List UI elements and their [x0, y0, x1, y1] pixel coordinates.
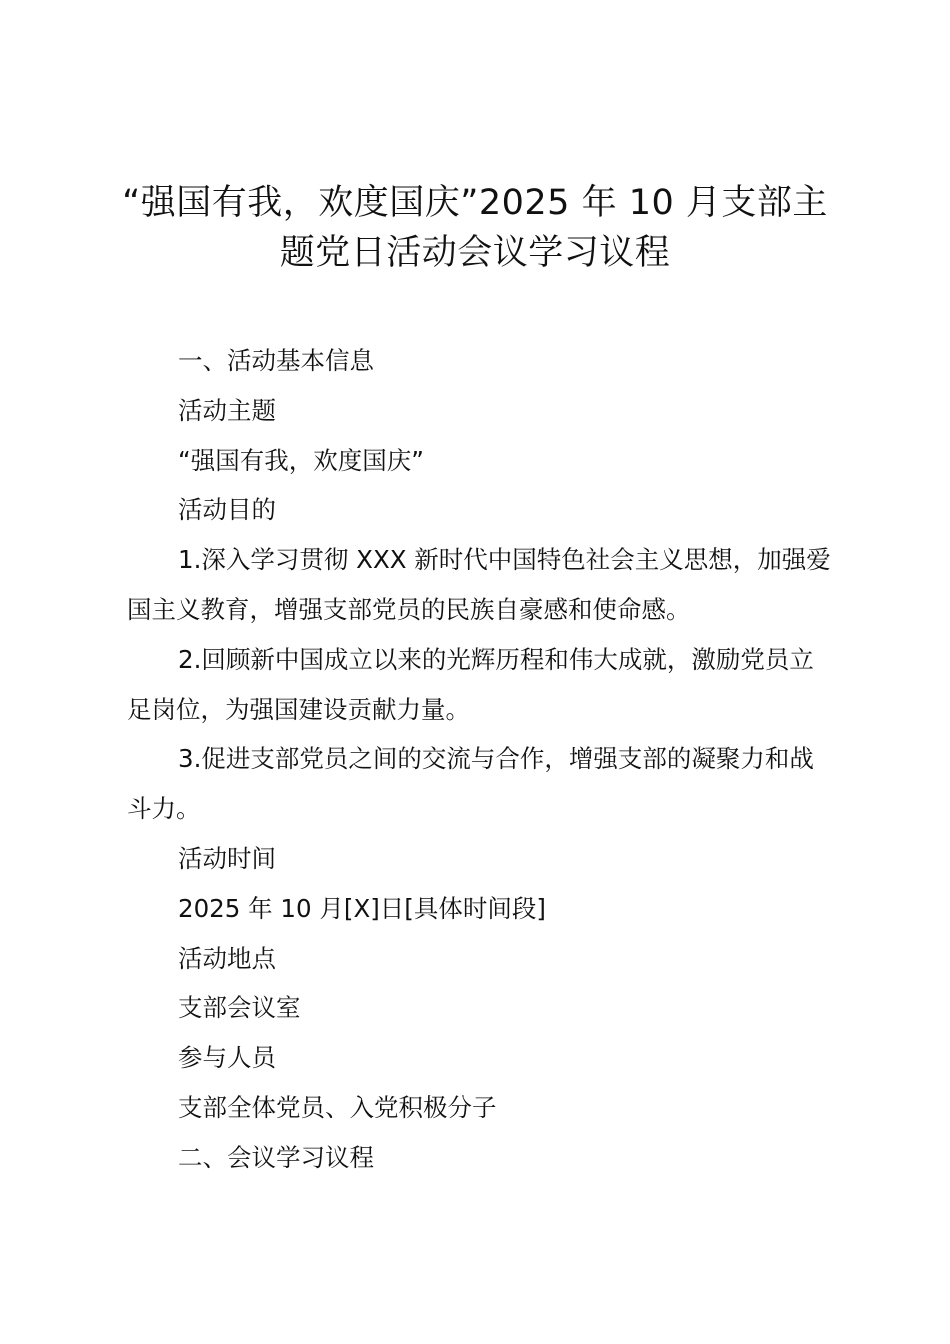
- title-line-2: 题党日活动会议学习议程: [279, 233, 671, 273]
- value-activity-time: 2025 年 10 月[X]日[具体时间段]: [178, 893, 546, 923]
- label-participants: 参与人员: [178, 1043, 276, 1073]
- purpose-item-1: 1.深入学习贯彻 XXX 新时代中国特色社会主义思想，加强爱国主义教育，增强支部党员的民族自豪感和使命感。: [127, 545, 831, 624]
- purpose-item-3: 3.促进支部党员之间的交流与合作，增强支部的凝聚力和战斗力。: [127, 744, 814, 824]
- label-activity-theme: 活动主题: [178, 395, 276, 425]
- document-body: [127, 336, 835, 1183]
- section-heading-basic-info: 一、活动基本信息: [178, 346, 374, 375]
- value-activity-location: 支部会议室: [178, 993, 301, 1023]
- label-activity-purpose: 活动目的: [178, 495, 276, 525]
- value-activity-theme: “强国有我，欢度国庆”: [178, 445, 424, 475]
- document-title: [110, 178, 840, 278]
- label-activity-time: 活动时间: [178, 843, 276, 873]
- label-activity-location: 活动地点: [178, 943, 276, 973]
- title-line-1: “强国有我，欢度国庆”2025 年 10 月支部主: [122, 183, 828, 223]
- purpose-item-2: 2.回顾新中国成立以来的光辉历程和伟大成就，激励党员立足岗位，为强国建设贡献力量。: [127, 644, 814, 724]
- value-participants: 支部全体党员、入党积极分子: [178, 1092, 497, 1122]
- section-heading-agenda: 二、会议学习议程: [178, 1142, 374, 1172]
